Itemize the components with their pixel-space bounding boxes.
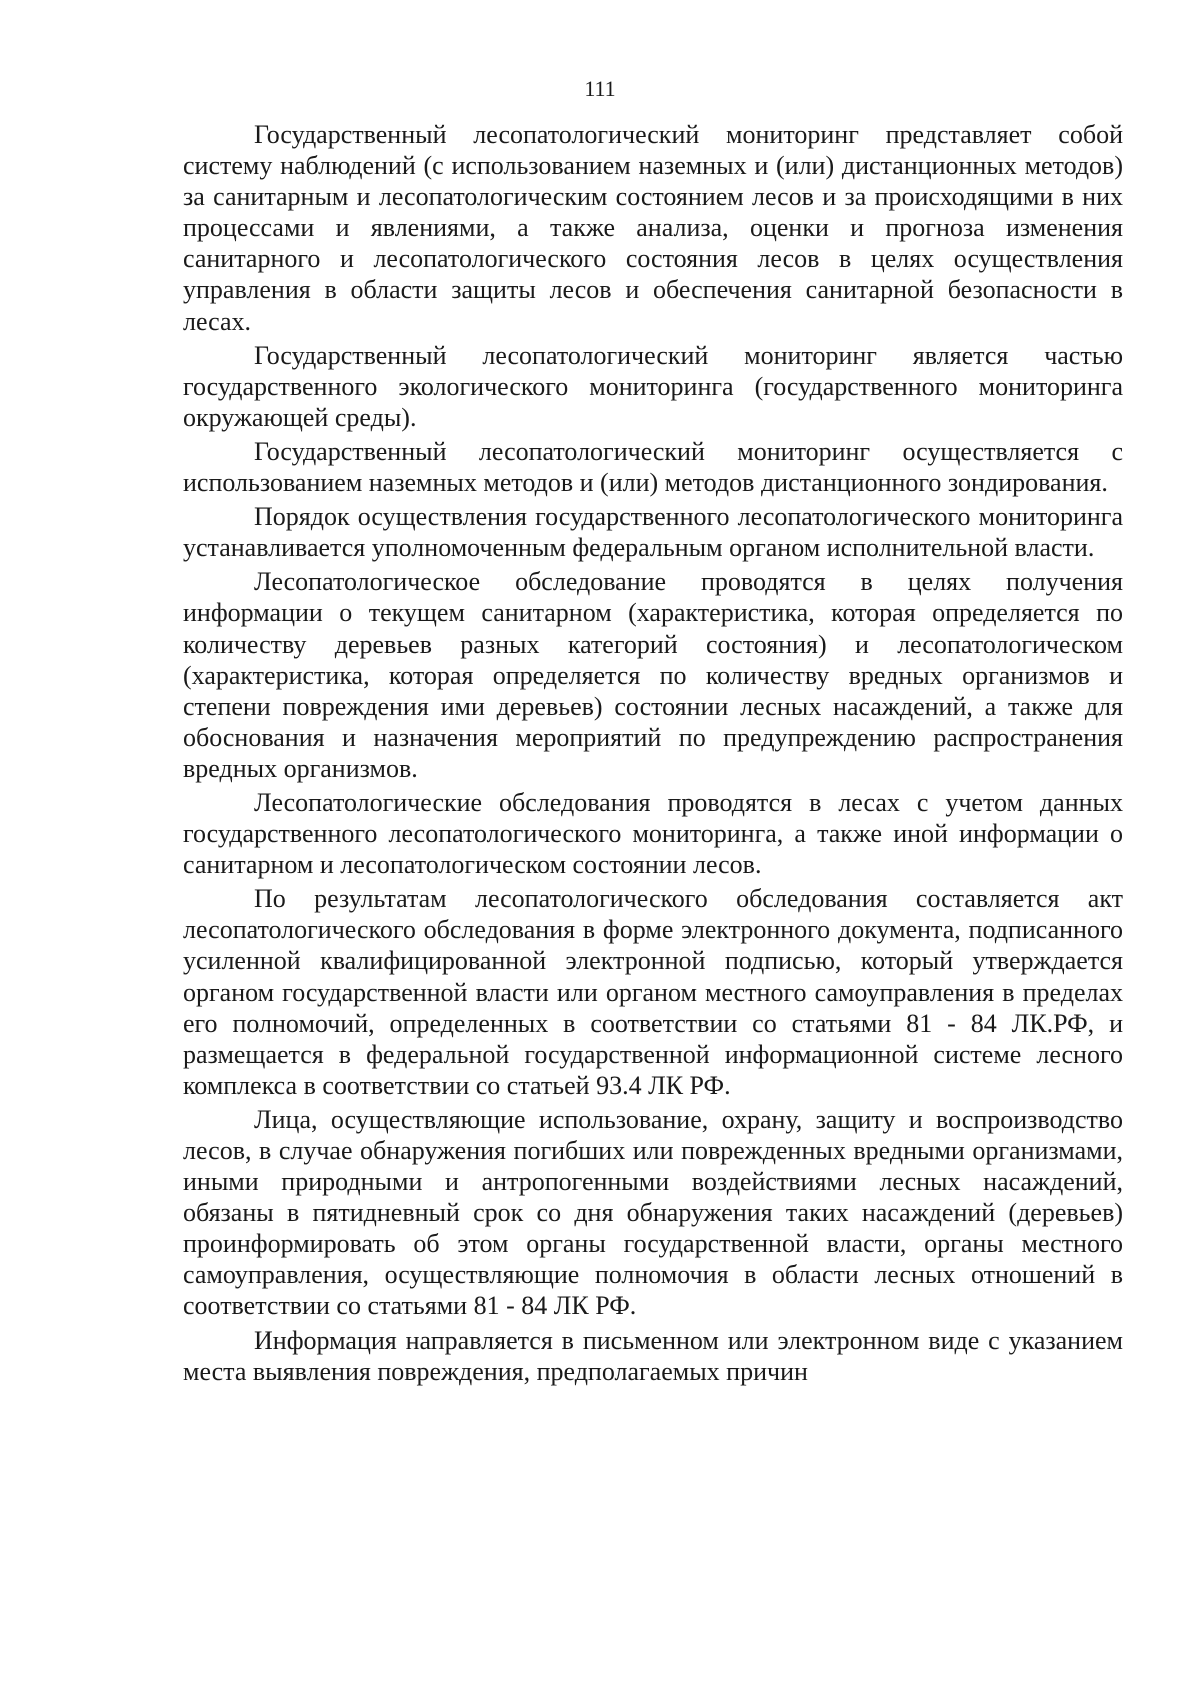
paragraph: Лесопатологическое обследование проводятся в целях получения информации о текущем санитарном (характеристика, которая определяется по количеству деревьев разных категорий состояния) и лесопатологическом (характеристика, которая определяется по количеству вредных организмов и степени повреждения ими деревьев) состоянии лесных насаждений, а также для обоснования и назначения мероприятий по предупреждению распространения вредных организмов.	[183, 567, 1123, 783]
paragraph: Порядок осуществления государственного лесопатологического мониторинга устанавливается уполномоченным федеральным органом исполнительной власти.	[183, 502, 1123, 563]
page-number: 111	[584, 76, 616, 101]
paragraph: Государственный лесопатологический мониторинг осуществляется с использованием наземных методов и (или) методов дистанционного зондирования.	[183, 436, 1123, 498]
paragraph: Информация направляется в письменном или электронном виде с указанием места выявления повреждения, предполагаемых причин	[183, 1325, 1123, 1386]
paragraph: Лица, осуществляющие использование, охрану, защиту и воспроизводство лесов, в случае обнаружения погибших или поврежденных вредными организмами, иными природными и антропогенными воздействиями лесных насаждений, обязаны в пятидневный срок со дня обнаружения таких насаждений (деревьев) проинформировать об этом органы государственной власти, органы местного самоуправления, осуществляющие полномочия в области лесных отношений в соответствии со статьями 81 - 84 ЛК РФ.	[183, 1104, 1123, 1321]
document-body	[183, 119, 1123, 1390]
paragraph: По результатам лесопатологического обследования составляется акт лесопатологического обследования в форме электронного документа, подписанного усиленной квалифицированной электронной подписью, который утверждается органом государственной власти или органом местного самоуправления в пределах его полномочий, определенных в соответствии со статьями 81 - 84 ЛК.РФ, и размещается в федеральной государственной информационной системе лесного комплекса в соответствии со статьей 93.4 ЛК РФ.	[183, 884, 1123, 1100]
paragraph: Государственный лесопатологический мониторинг представляет собой систему наблюдений (с использованием наземных и (или) дистанционных методов) за санитарным и лесопатологическим состоянием лесов и за происходящими в них процессами и явлениями, а также анализа, оценки и прогноза изменения санитарного и лесопатологического состояния лесов в целях осуществления управления в области защиты лесов и обеспечения санитарной безопасности в лесах.	[183, 120, 1123, 336]
paragraph: Государственный лесопатологический мониторинг является частью государственного экологического мониторинга (государственного мониторинга окружающей среды).	[183, 340, 1123, 432]
paragraph: Лесопатологические обследования проводятся в лесах с учетом данных государственного лесопатологического мониторинга, а также иной информации о санитарном и лесопатологическом состоянии лесов.	[183, 787, 1123, 880]
